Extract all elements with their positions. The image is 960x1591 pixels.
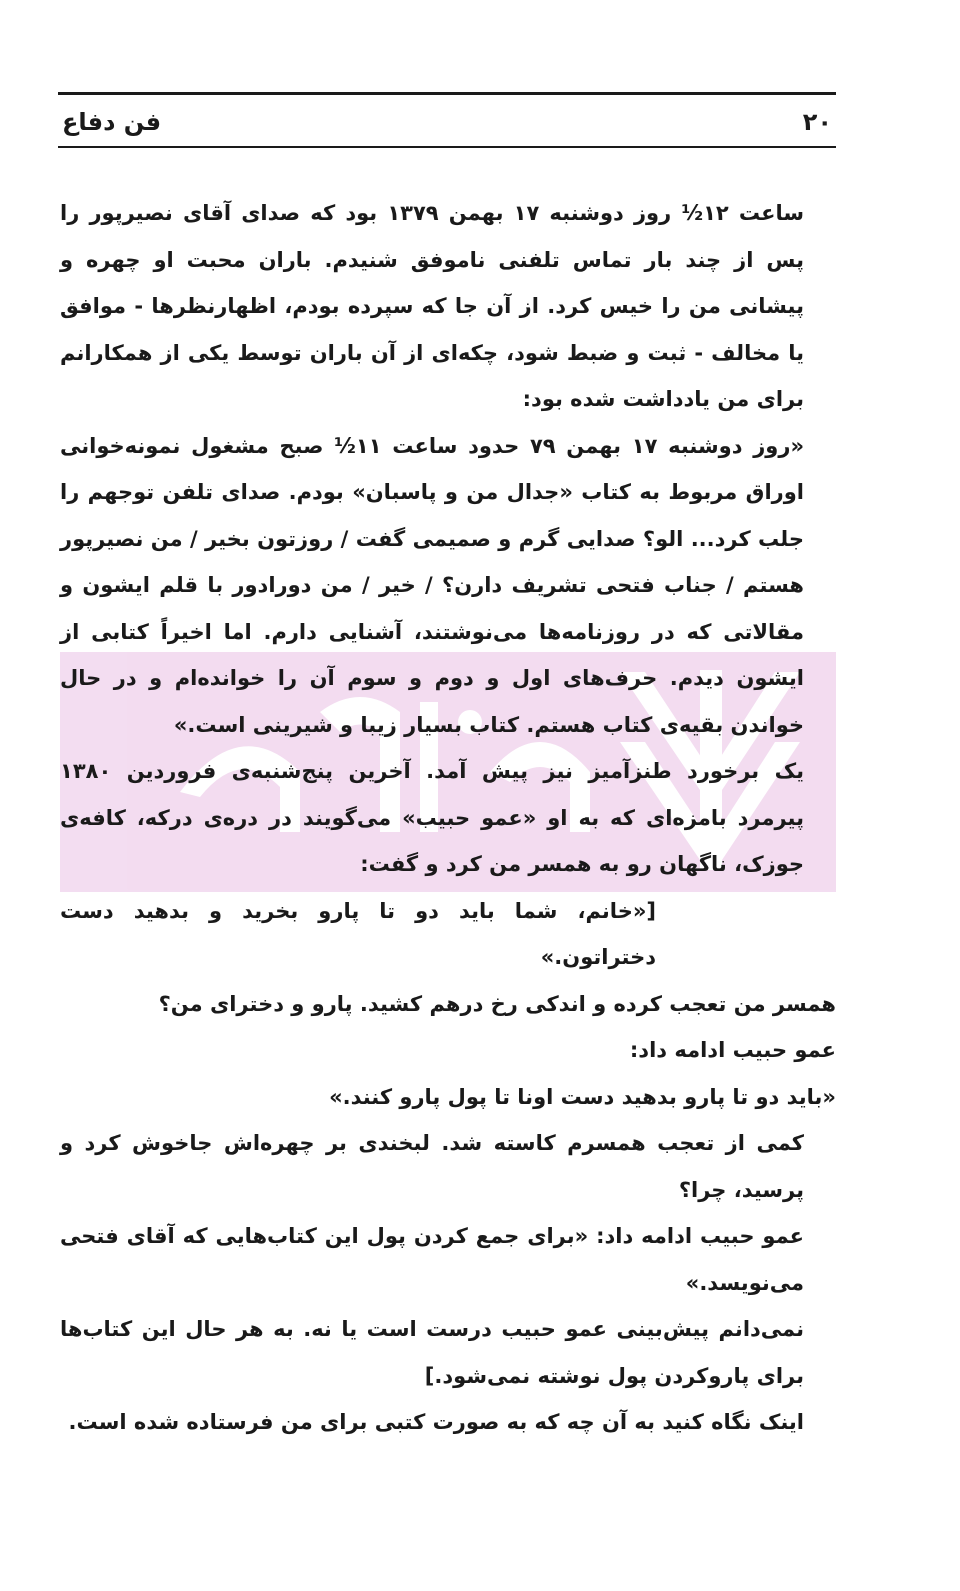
paragraph: عمو حبیب ادامه داد:: [629, 1038, 836, 1062]
paragraph: اینک نگاه کنید به آن چه که به صورت کتبی برای من فرستاده شده است.: [68, 1410, 804, 1434]
body-text: [60, 190, 836, 1446]
header-rule-bottom: [58, 146, 836, 148]
paragraph: «روز دوشنبه ۱۷ بهمن ۷۹ حدود ساعت ۱۱½ صبح مشغول نمونه‌خوانی اوراق مربوط به کتاب «جدال من و پاسبان» بودم. صدای تلفن توجهم را جلب کرد... الو؟ صدایی گرم و صمیمی گفت / روزتون بخیر / من نصیرپور هستم / جناب فتحی تشریف دارن؟ / خیر / من دورادور با قلم ایشون و مقالاتی که در روزنامه‌ها می‌نوشتند، آشنایی دارم. اما اخیراً کتابی از ایشون دیدم. حرف‌های اول و دوم و سوم آن را خوانده‌ام و در حال خواندن بقیه‌ی کتاب هستم. کتاب بسیار زیبا و شیرینی است.»: [60, 433, 805, 737]
paragraph: ساعت ۱۲½ روز دوشنبه ۱۷ بهمن ۱۳۷۹ بود که صدای آقای نصیرپور را پس از چند بار تماس تلفنی ناموفق شنیدم. باران محبت او چهره و پیشانی من را خیس کرد. از آن جا که سپرده بودم، اظهارنظرها - موافق یا مخالف - ثبت و ضبط شود، چکه‌ای از آن باران توسط یکی از همکارانم برای من یادداشت شده بود:: [60, 201, 805, 411]
paragraph: نمی‌دانم پیش‌بینی عمو حبیب درست است یا نه. به هر حال این کتاب‌ها برای پاروکردن پول نوشته نمی‌شود.]: [60, 1317, 804, 1388]
paragraph: «باید دو تا پارو بدهید دست اونا تا پول پارو کنند.»: [329, 1084, 836, 1109]
header-rule-top: [58, 92, 836, 95]
paragraph: یک برخورد طنزآمیز نیز پیش آمد. آخرین پنج‌شنبه‌ی فروردین ۱۳۸۰ پیرمرد بامزه‌ای که به او «عمو حبیب» می‌گویند در دره‌ی درکه، کافه‌ی جوزک، ناگهان رو به همسر من کرد و گفت:: [60, 759, 804, 876]
paragraph: کمی از تعجب همسرم کاسته شد. لبخندی بر چهره‌اش جاخوش کرد و پرسید، چرا؟: [60, 1131, 804, 1202]
page-number: ۲۰: [802, 108, 832, 136]
paragraph: عمو حبیب ادامه داد: «برای جمع کردن پول این کتاب‌هایی که آقای فتحی می‌نویسد.»: [60, 1224, 804, 1295]
paragraph: [«خانم، شما باید دو تا پارو بخرید و بدهید دست دختراتون.»: [60, 898, 656, 969]
paragraph: همسر من تعجب کرده و اندکی رخ درهم کشید. پارو و دخترای من؟: [158, 991, 836, 1016]
chapter-title: فن دفاع: [62, 108, 162, 136]
running-head: [58, 104, 836, 144]
